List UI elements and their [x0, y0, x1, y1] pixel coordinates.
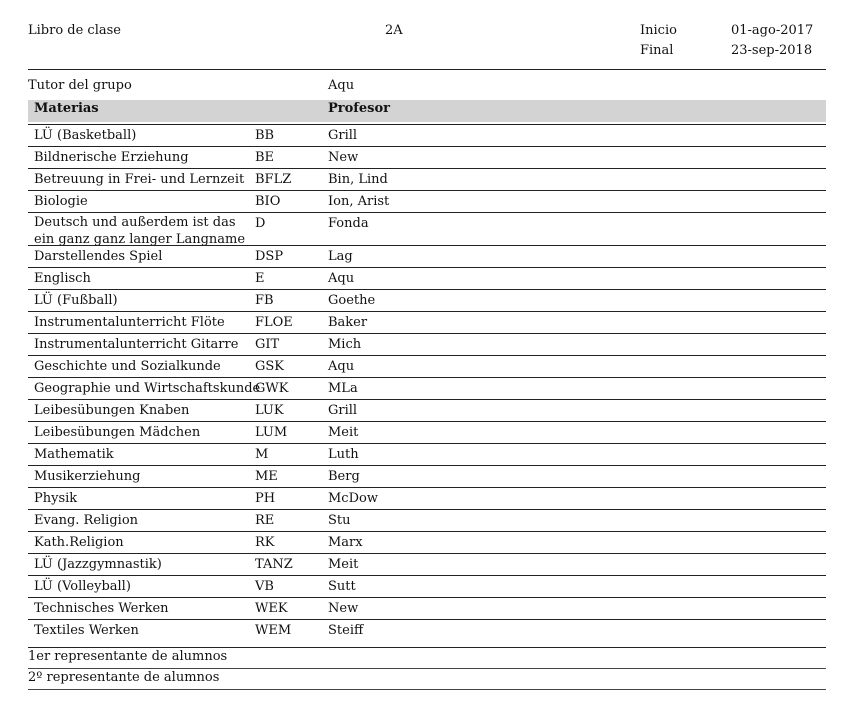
subject-code: WEM: [255, 623, 292, 638]
teacher-name: Grill: [328, 128, 358, 143]
teacher-name: Meit: [328, 557, 359, 572]
subject-code: WEK: [255, 601, 288, 616]
subject-code: TANZ: [255, 557, 293, 572]
teacher-name: Fonda: [328, 216, 369, 231]
footer-top-divider: [28, 647, 826, 648]
tutor-label: Tutor del grupo: [28, 78, 132, 93]
subject-name: Mathematik: [34, 447, 114, 462]
subject-name: Leibesübungen Mädchen: [34, 425, 201, 440]
subject-code: BIO: [255, 194, 281, 209]
table-row: [0, 620, 853, 642]
subject-code: GSK: [255, 359, 285, 374]
subject-name: LÜ (Volleyball): [34, 579, 131, 594]
start-label: Inicio: [640, 23, 677, 38]
subject-name: Leibesübungen Knaben: [34, 403, 190, 418]
subject-name: Kath.Religion: [34, 535, 124, 550]
representative-1-label: 1er representante de alumnos: [28, 649, 228, 664]
subject-code: RE: [255, 513, 275, 528]
table-row: [0, 488, 853, 510]
subject-code: BB: [255, 128, 275, 143]
teacher-name: Baker: [328, 315, 368, 330]
subject-name: LÜ (Basketball): [34, 128, 137, 143]
subject-name: Instrumentalunterricht Flöte: [34, 315, 225, 330]
teacher-name: New: [328, 601, 359, 616]
class-name: 2A: [385, 23, 403, 38]
end-date: 23-sep-2018: [731, 43, 813, 58]
teacher-name: Aqu: [328, 359, 355, 374]
start-date: 01-ago-2017: [731, 23, 814, 38]
teacher-name: Steiff: [328, 623, 364, 638]
table-row: [0, 598, 853, 620]
table-row: [0, 576, 853, 598]
teacher-name: Ion, Arist: [328, 194, 390, 209]
subject-code: RK: [255, 535, 275, 550]
subject-name: Musikerziehung: [34, 469, 141, 484]
teacher-name: McDow: [328, 491, 378, 506]
representative-2-label: 2º representante de alumnos: [28, 670, 220, 685]
teacher-name: Luth: [328, 447, 359, 462]
table-row: [0, 334, 853, 356]
table-row: [0, 444, 853, 466]
header-divider: [28, 69, 826, 70]
subject-name: Evang. Religion: [34, 513, 139, 528]
representative-2-line: [28, 689, 826, 690]
subject-code: E: [255, 271, 265, 286]
column-header-teacher: Profesor: [328, 101, 390, 116]
table-row: [0, 378, 853, 400]
subject-code: DSP: [255, 249, 284, 264]
subject-name: Englisch: [34, 271, 91, 286]
tutor-value: Aqu: [328, 78, 355, 93]
subject-name: LÜ (Jazzgymnastik): [34, 557, 162, 572]
subject-code: ME: [255, 469, 278, 484]
teacher-name: Bin, Lind: [328, 172, 388, 187]
subject-name: Technisches Werken: [34, 601, 169, 616]
subject-name: Betreuung in Frei- und Lernzeit: [34, 172, 245, 187]
teacher-name: Stu: [328, 513, 351, 528]
table-row: [0, 554, 853, 576]
table-row: [0, 290, 853, 312]
subject-code: GWK: [255, 381, 289, 396]
table-row: [0, 147, 853, 169]
document-title: Libro de clase: [28, 23, 121, 38]
teacher-name: Meit: [328, 425, 359, 440]
table-row: [0, 268, 853, 290]
teacher-name: Goethe: [328, 293, 376, 308]
subject-name: Physik: [34, 491, 78, 506]
teacher-name: New: [328, 150, 359, 165]
representative-1-line: [28, 668, 826, 669]
subject-name: Geschichte und Sozialkunde: [34, 359, 221, 374]
teacher-name: Marx: [328, 535, 363, 550]
table-row: [0, 422, 853, 444]
subject-code: LUK: [255, 403, 284, 418]
subject-name: Instrumentalunterricht Gitarre: [34, 337, 239, 352]
subject-name: Textiles Werken: [34, 623, 139, 638]
table-row: [0, 125, 853, 147]
column-header-subject: Materias: [34, 101, 99, 116]
subject-name: Biologie: [34, 194, 88, 209]
table-row: [0, 532, 853, 554]
table-row: [0, 510, 853, 532]
table-row: [0, 400, 853, 422]
subject-code: PH: [255, 491, 276, 506]
subject-code: FLOE: [255, 315, 293, 330]
subject-code: GIT: [255, 337, 280, 352]
table-row: [0, 213, 853, 246]
teacher-name: Aqu: [328, 271, 355, 286]
table-row: [0, 191, 853, 213]
subject-code: LUM: [255, 425, 288, 440]
teacher-name: Sutt: [328, 579, 356, 594]
table-row: [0, 246, 853, 268]
subject-name: Bildnerische Erziehung: [34, 150, 189, 165]
subject-code: FB: [255, 293, 274, 308]
teacher-name: Berg: [328, 469, 360, 484]
subject-name: Deutsch und außerdem ist das ein ganz ganz langer Langname: [34, 215, 246, 247]
subject-name: Geographie und Wirtschaftskunde: [34, 381, 261, 396]
table-header-band: [28, 100, 826, 122]
teacher-name: MLa: [328, 381, 358, 396]
teacher-name: Mich: [328, 337, 362, 352]
teacher-name: Lag: [328, 249, 353, 264]
subject-code: M: [255, 447, 269, 462]
subject-code: BFLZ: [255, 172, 292, 187]
end-label: Final: [640, 43, 674, 58]
subject-code: D: [255, 216, 266, 231]
subject-code: BE: [255, 150, 275, 165]
subject-name: LÜ (Fußball): [34, 293, 118, 308]
subject-name: Darstellendes Spiel: [34, 249, 163, 264]
subject-code: VB: [255, 579, 274, 594]
table-row: [0, 312, 853, 334]
table-row: [0, 169, 853, 191]
table-row: [0, 356, 853, 378]
teacher-name: Grill: [328, 403, 358, 418]
table-row: [0, 466, 853, 488]
